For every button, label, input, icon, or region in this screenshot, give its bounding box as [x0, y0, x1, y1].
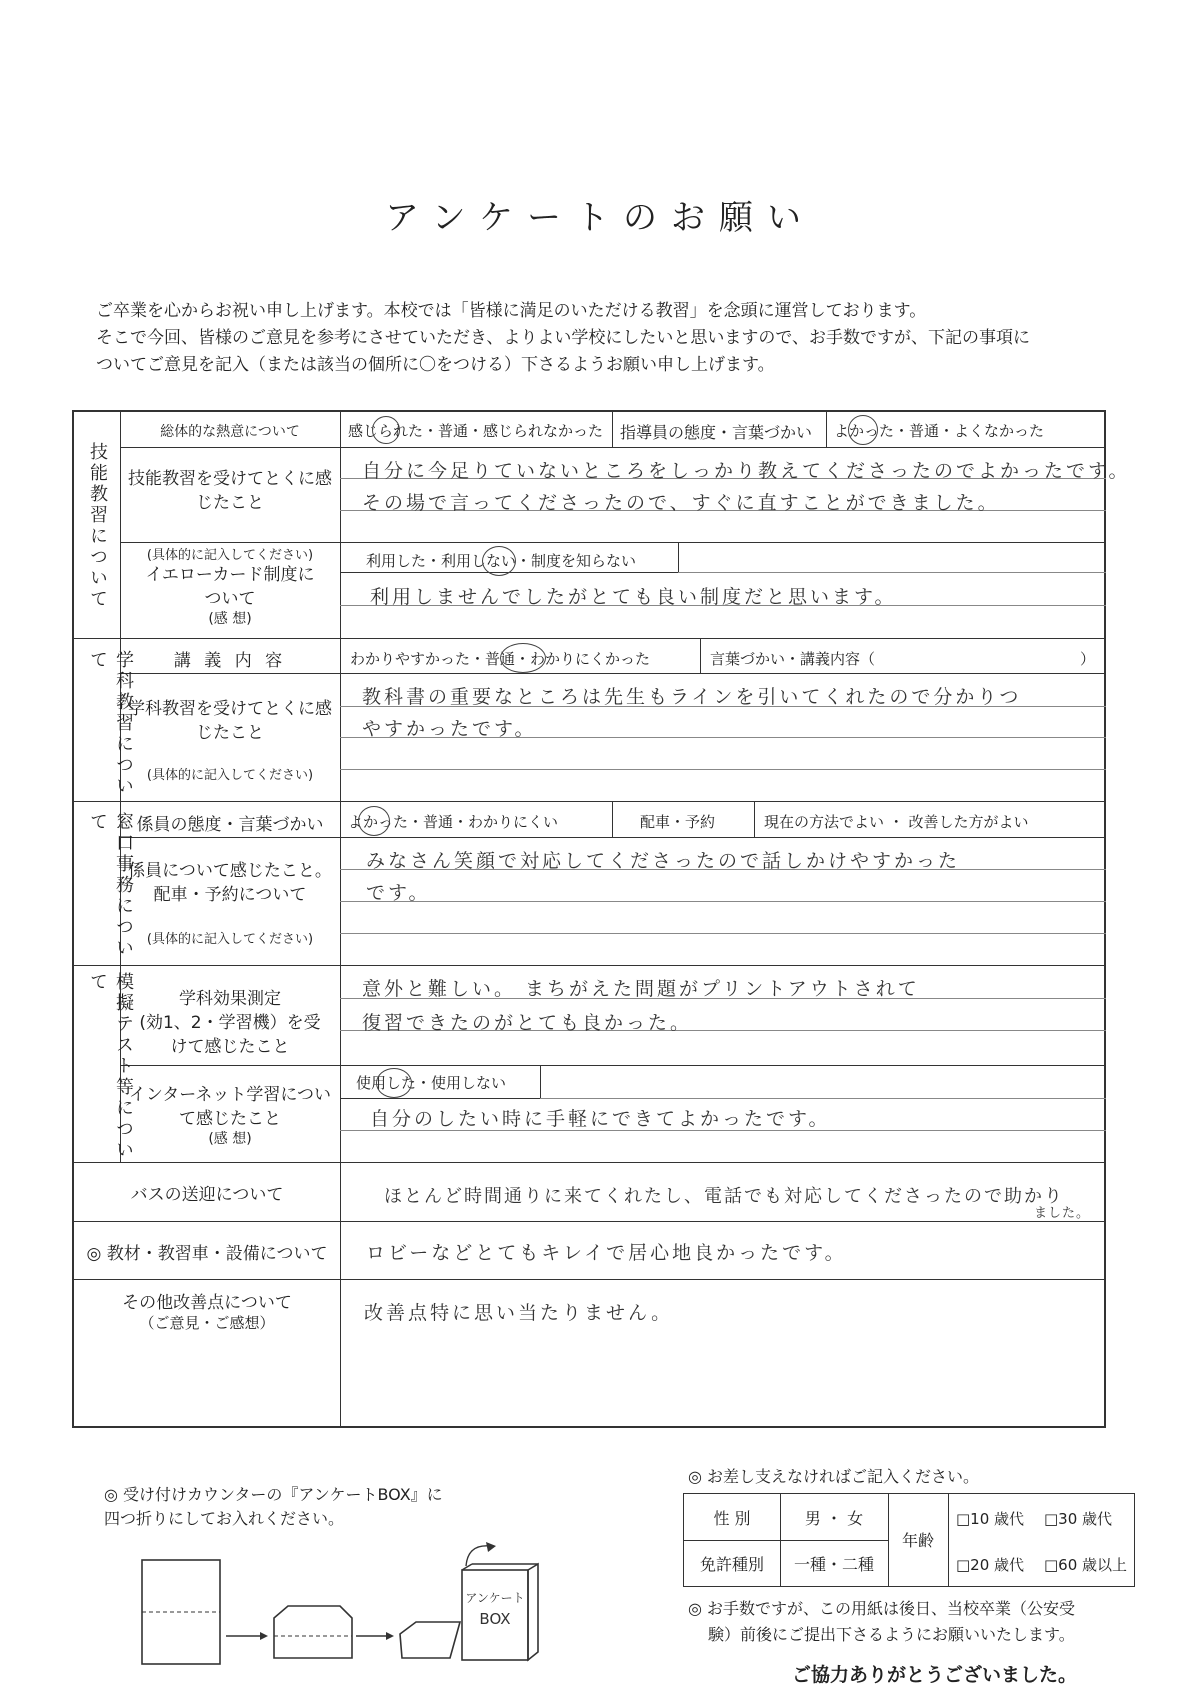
internet-label: (感 想): [208, 1131, 252, 1147]
staff-comment-answer[interactable]: です。: [366, 882, 431, 904]
academic-answer[interactable]: 教科書の重要なところは先生もラインを引いてくれたので分かりつ: [362, 686, 1022, 708]
enthusiasm-label: 総体的な熱意について: [160, 424, 300, 440]
age-label: 年齢: [901, 1531, 934, 1550]
test-answer[interactable]: 復習できたのがとても良かった。: [362, 1012, 693, 1034]
instructor-options[interactable]: よかった・普通・よくなかった: [834, 422, 1045, 440]
license-options[interactable]: 一種・二種: [793, 1555, 874, 1574]
age-20-checkbox[interactable]: □20 歳代: [956, 1556, 1025, 1574]
test-label: (効1、2・学習機）を受: [139, 1013, 321, 1033]
materials-answer[interactable]: ロビーなどとてもキレイで居心地良かったです。: [366, 1242, 847, 1264]
bus-answer[interactable]: ました。: [1034, 1206, 1091, 1221]
intro-line: ついてご意見を記入（または該当の個所に〇をつける）下さるようお願い申し上げます。: [96, 355, 775, 375]
answer-circle: [372, 416, 400, 444]
enthusiasm-options[interactable]: 感じられた・普通・感じられなかった: [348, 422, 604, 440]
answer-circle: [376, 1068, 412, 1098]
profile-note: ◎ お差し支えなければご記入ください。: [688, 1467, 980, 1486]
lecture-options[interactable]: わかりやすかった・普通・わかりにくかった: [350, 650, 651, 668]
yellow-options[interactable]: 利用した・利用しない・制度を知らない: [366, 552, 637, 570]
test-label: 学科効果測定: [179, 989, 281, 1009]
skill-answer[interactable]: 自分に今足りていないところをしっかり教えてくださったのでよかったです。: [362, 460, 1131, 482]
test-label: けて感じたこと: [170, 1037, 290, 1057]
bus-answer[interactable]: ほとんど時間通りに来てくれたし、電話でも対応してくださったので助かり: [384, 1186, 1064, 1207]
folding-diagram: [140, 1540, 580, 1670]
instructor-label: 指導員の態度・言葉づかい: [620, 423, 813, 442]
license-label: 免許種別: [699, 1555, 764, 1574]
survey-form: [72, 410, 1131, 1428]
internet-options[interactable]: 使用した・使用しない: [356, 1074, 507, 1092]
staff-label: 係員の態度・言葉づかい: [136, 815, 324, 835]
age-10-checkbox[interactable]: □10 歳代: [956, 1510, 1025, 1528]
test-answer[interactable]: 意外と難しい。 まちがえた問題がプリントアウトされて: [362, 978, 920, 1000]
staff-comment-label: 係員について感じたこと。: [128, 861, 332, 881]
internet-label: て感じたこと: [179, 1109, 281, 1129]
academic-label: じたこと: [196, 723, 264, 743]
lecture-words-close: ）: [1080, 650, 1096, 668]
other-label: （ご意見・ご感想）: [139, 1314, 275, 1332]
box-label: BOX: [479, 1610, 511, 1628]
page-title: アンケートのお願い: [385, 198, 815, 238]
gender-options[interactable]: 男 ・ 女: [804, 1509, 864, 1528]
intro-line: ご卒業を心からお祝い申し上げます。本校では「皆様に満足のいただける教習」を念頭に運営しております。: [96, 301, 927, 321]
intro-text: [96, 298, 1136, 379]
gender-label: 性 別: [713, 1509, 751, 1528]
lecture-words-label: 言葉づかい・講義内容（: [710, 650, 876, 668]
staff-comment-label: 配車・予約について: [153, 885, 307, 905]
skill-label: 技能教習を受けてとくに感: [128, 469, 332, 489]
internet-label: インターネット学習につい: [128, 1085, 332, 1105]
other-label: その他改善点について: [122, 1293, 292, 1313]
bus-label: バスの送迎について: [130, 1185, 284, 1205]
dispatch-label: 配車・予約: [640, 813, 716, 831]
answer-circle: [500, 643, 546, 673]
academic-answer[interactable]: やすかったです。: [362, 718, 537, 740]
academic-label: 学科教習を受けてとくに感: [128, 699, 332, 719]
skill-label: じたこと: [196, 493, 264, 513]
yellow-label: イエローカード制度に: [145, 565, 315, 585]
age-60-checkbox[interactable]: □60 歳以上: [1044, 1556, 1128, 1574]
intro-line: そこで今回、皆様のご意見を参考にさせていただき、よりよい学校にしたいと思いますので、お手数ですが、下記の事項に: [96, 328, 1030, 348]
profile-table: [683, 1493, 1135, 1587]
answer-circle: [482, 546, 516, 576]
submit-note: 験）前後にご提出下さるようにお願いいたします。: [708, 1625, 1075, 1644]
answer-circle: [358, 806, 390, 836]
staff-comment-note: (具体的に記入してください): [146, 932, 314, 947]
lecture-label: 講 義 内 容: [173, 651, 287, 671]
dispatch-options[interactable]: 現在の方法でよい ・ 改善した方がよい: [764, 813, 1029, 831]
thanks-text: ご協力ありがとうございました。: [792, 1664, 1078, 1686]
yellow-label: ついて: [204, 589, 256, 609]
submit-note: ◎ お手数ですが、この用紙は後日、当校卒業（公安受: [688, 1599, 1076, 1618]
materials-label: ◎ 教材・教習車・設備について: [86, 1244, 328, 1264]
section-skill-title: 技能教習について: [87, 442, 108, 610]
box-label: アンケート: [465, 1591, 525, 1605]
yellow-answer[interactable]: 利用しませんでしたがとても良い制度だと思います。: [370, 586, 897, 608]
section-academic-title: 学科教習について: [87, 650, 134, 797]
internet-answer[interactable]: 自分のしたい時に手軽にできてよかったです。: [370, 1108, 831, 1130]
section-test-title: 模擬テスト等について: [87, 972, 134, 1161]
yellow-label: (感 想): [208, 611, 252, 627]
box-note: 四つ折りにしてお入れください。: [104, 1509, 345, 1528]
staff-options[interactable]: よかった・普通・わかりにくい: [348, 813, 559, 831]
academic-note: (具体的に記入してください): [146, 768, 314, 783]
skill-answer[interactable]: その場で言ってくださったので、すぐに直すことができました。: [362, 492, 1000, 514]
section-office-title: 窓口事務について: [87, 812, 134, 959]
age-30-checkbox[interactable]: □30 歳代: [1044, 1510, 1113, 1528]
skill-note: (具体的に記入してください): [146, 548, 314, 563]
staff-comment-answer[interactable]: みなさん笑顔で対応してくださったので話しかけやすかった: [366, 850, 961, 872]
other-answer[interactable]: 改善点特に思い当たりません。: [364, 1302, 674, 1324]
answer-circle: [848, 415, 878, 445]
box-note: ◎ 受け付けカウンターの『アンケートBOX』に: [104, 1485, 443, 1504]
